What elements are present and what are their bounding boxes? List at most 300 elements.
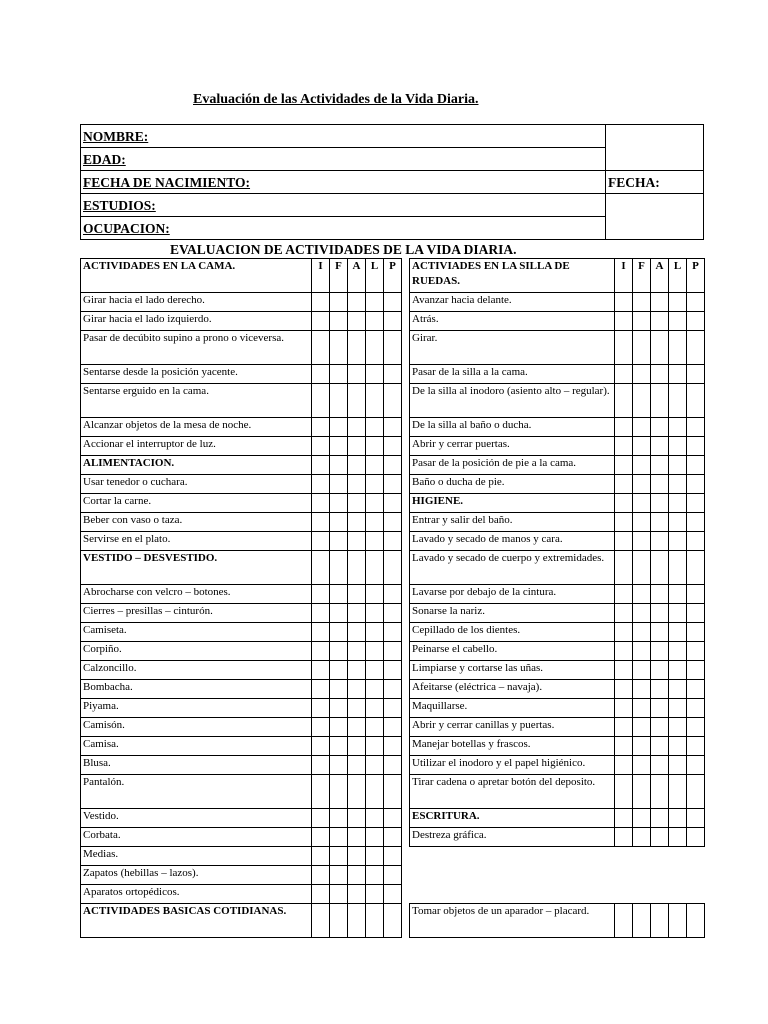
rating-cell[interactable] xyxy=(384,604,402,623)
rating-cell[interactable] xyxy=(633,312,651,331)
rating-cell[interactable] xyxy=(669,904,687,938)
rating-cell[interactable] xyxy=(615,384,633,418)
rating-cell[interactable] xyxy=(330,532,348,551)
rating-cell[interactable] xyxy=(633,904,651,938)
rating-cell[interactable] xyxy=(366,828,384,847)
rating-cell[interactable] xyxy=(384,456,402,475)
rating-cell[interactable] xyxy=(366,365,384,384)
rating-cell[interactable] xyxy=(669,437,687,456)
rating-cell[interactable] xyxy=(669,365,687,384)
rating-cell[interactable] xyxy=(615,585,633,604)
rating-cell[interactable] xyxy=(384,775,402,809)
rating-cell[interactable] xyxy=(651,365,669,384)
rating-cell[interactable] xyxy=(366,623,384,642)
rating-cell[interactable] xyxy=(669,312,687,331)
rating-cell[interactable] xyxy=(669,293,687,312)
activity-label: Cortar la carne. xyxy=(81,494,312,513)
rating-cell[interactable] xyxy=(312,699,330,718)
rating-cell[interactable] xyxy=(615,532,633,551)
rating-cell[interactable] xyxy=(312,551,330,585)
rating-cell[interactable] xyxy=(651,904,669,938)
rating-cell[interactable] xyxy=(633,475,651,494)
rating-cell[interactable] xyxy=(615,513,633,532)
rating-cell[interactable] xyxy=(348,456,366,475)
rating-cell[interactable] xyxy=(669,775,687,809)
rating-cell[interactable] xyxy=(633,494,651,513)
rating-cell[interactable] xyxy=(366,885,384,904)
rating-cell[interactable] xyxy=(348,809,366,828)
rating-cell[interactable] xyxy=(312,331,330,365)
rating-cell[interactable] xyxy=(651,331,669,365)
rating-cell[interactable] xyxy=(687,642,705,661)
rating-cell[interactable] xyxy=(669,513,687,532)
rating-cell[interactable] xyxy=(651,680,669,699)
table-row xyxy=(81,661,402,680)
rating-cell[interactable] xyxy=(330,585,348,604)
rating-cell[interactable] xyxy=(633,437,651,456)
rating-cell[interactable] xyxy=(669,551,687,585)
rating-cell[interactable] xyxy=(366,418,384,437)
rating-cell[interactable] xyxy=(312,885,330,904)
rating-cell[interactable] xyxy=(312,828,330,847)
rating-cell[interactable] xyxy=(651,756,669,775)
rating-cell[interactable] xyxy=(384,661,402,680)
rating-cell[interactable] xyxy=(312,494,330,513)
rating-cell[interactable] xyxy=(348,293,366,312)
rating-cell[interactable] xyxy=(651,456,669,475)
rating-cell[interactable] xyxy=(348,699,366,718)
rating-cell[interactable] xyxy=(687,532,705,551)
rating-cell[interactable] xyxy=(384,809,402,828)
field-nombre[interactable]: NOMBRE: xyxy=(81,125,606,148)
rating-cell[interactable] xyxy=(687,623,705,642)
rating-cell[interactable] xyxy=(366,756,384,775)
rating-cell[interactable] xyxy=(348,737,366,756)
rating-cell[interactable] xyxy=(687,661,705,680)
rating-cell[interactable] xyxy=(651,437,669,456)
rating-cell[interactable] xyxy=(312,756,330,775)
rating-cell[interactable] xyxy=(615,456,633,475)
rating-cell[interactable] xyxy=(330,312,348,331)
rating-cell[interactable] xyxy=(651,418,669,437)
rating-cell[interactable] xyxy=(330,513,348,532)
rating-cell[interactable] xyxy=(633,604,651,623)
rating-cell[interactable] xyxy=(348,494,366,513)
rating-cell[interactable] xyxy=(384,437,402,456)
rating-cell[interactable] xyxy=(615,756,633,775)
rating-cell[interactable] xyxy=(366,661,384,680)
rating-cell xyxy=(687,866,705,885)
rating-cell[interactable] xyxy=(651,623,669,642)
rating-cell[interactable] xyxy=(366,475,384,494)
rating-cell[interactable] xyxy=(384,513,402,532)
rating-cell[interactable] xyxy=(312,680,330,699)
field-ocupacion[interactable]: OCUPACION: xyxy=(81,217,606,240)
rating-cell[interactable] xyxy=(615,699,633,718)
rating-cell[interactable] xyxy=(615,365,633,384)
rating-cell[interactable] xyxy=(615,775,633,809)
rating-cell[interactable] xyxy=(687,718,705,737)
rating-cell[interactable] xyxy=(669,642,687,661)
rating-cell[interactable] xyxy=(669,331,687,365)
rating-cell[interactable] xyxy=(633,737,651,756)
rating-cell[interactable] xyxy=(312,604,330,623)
rating-cell[interactable] xyxy=(330,437,348,456)
rating-cell[interactable] xyxy=(669,680,687,699)
rating-cell[interactable] xyxy=(615,661,633,680)
rating-cell xyxy=(651,847,669,866)
rating-cell[interactable] xyxy=(384,384,402,418)
rating-cell[interactable] xyxy=(687,418,705,437)
rating-cell[interactable] xyxy=(615,737,633,756)
rating-cell[interactable] xyxy=(651,513,669,532)
rating-cell[interactable] xyxy=(384,623,402,642)
field-edad[interactable]: EDAD: xyxy=(81,148,606,171)
rating-cell[interactable] xyxy=(651,809,669,828)
rating-cell[interactable] xyxy=(348,866,366,885)
rating-cell[interactable] xyxy=(330,642,348,661)
rating-cell[interactable] xyxy=(651,775,669,809)
rating-cell[interactable] xyxy=(669,756,687,775)
rating-cell[interactable] xyxy=(330,475,348,494)
rating-cell[interactable] xyxy=(651,828,669,847)
rating-cell[interactable] xyxy=(366,904,384,938)
rating-cell[interactable] xyxy=(330,904,348,938)
table-row xyxy=(410,585,705,604)
rating-cell[interactable] xyxy=(312,475,330,494)
rating-cell[interactable] xyxy=(348,718,366,737)
rating-cell[interactable] xyxy=(651,551,669,585)
rating-cell[interactable] xyxy=(366,585,384,604)
rating-cell[interactable] xyxy=(330,365,348,384)
rating-cell[interactable] xyxy=(651,604,669,623)
rating-cell[interactable] xyxy=(366,331,384,365)
rating-cell[interactable] xyxy=(615,623,633,642)
rating-cell[interactable] xyxy=(687,756,705,775)
rating-cell[interactable] xyxy=(348,847,366,866)
rating-cell[interactable] xyxy=(384,680,402,699)
rating-cell[interactable] xyxy=(633,418,651,437)
rating-cell[interactable] xyxy=(330,494,348,513)
rating-cell[interactable] xyxy=(615,718,633,737)
rating-cell[interactable] xyxy=(669,699,687,718)
field-fecha-nacimiento[interactable]: FECHA DE NACIMIENTO: xyxy=(81,171,606,194)
rating-cell[interactable] xyxy=(669,718,687,737)
rating-cell[interactable] xyxy=(312,623,330,642)
rating-cell[interactable] xyxy=(651,699,669,718)
rating-cell[interactable] xyxy=(384,585,402,604)
rating-cell[interactable] xyxy=(669,532,687,551)
rating-cell[interactable] xyxy=(633,293,651,312)
rating-cell[interactable] xyxy=(348,551,366,585)
rating-cell[interactable] xyxy=(366,437,384,456)
rating-cell[interactable] xyxy=(348,904,366,938)
rating-cell[interactable] xyxy=(330,866,348,885)
rating-cell[interactable] xyxy=(633,532,651,551)
rating-cell[interactable] xyxy=(687,331,705,365)
rating-cell[interactable] xyxy=(615,475,633,494)
rating-cell[interactable] xyxy=(366,293,384,312)
rating-cell[interactable] xyxy=(384,494,402,513)
rating-cell[interactable] xyxy=(312,642,330,661)
rating-cell[interactable] xyxy=(687,680,705,699)
rating-cell[interactable] xyxy=(687,456,705,475)
rating-cell[interactable] xyxy=(348,331,366,365)
rating-cell[interactable] xyxy=(633,642,651,661)
rating-cell[interactable] xyxy=(669,604,687,623)
rating-cell[interactable] xyxy=(651,312,669,331)
rating-cell[interactable] xyxy=(330,661,348,680)
rating-cell[interactable] xyxy=(330,293,348,312)
rating-cell[interactable] xyxy=(312,513,330,532)
rating-cell[interactable] xyxy=(651,642,669,661)
rating-cell[interactable] xyxy=(348,623,366,642)
rating-cell[interactable] xyxy=(633,756,651,775)
rating-cell[interactable] xyxy=(633,365,651,384)
rating-cell[interactable] xyxy=(312,365,330,384)
rating-cell[interactable] xyxy=(687,775,705,809)
rating-cell[interactable] xyxy=(384,642,402,661)
rating-cell[interactable] xyxy=(312,384,330,418)
rating-cell[interactable] xyxy=(384,828,402,847)
field-fecha[interactable]: FECHA: xyxy=(606,171,704,194)
rating-cell[interactable] xyxy=(348,365,366,384)
rating-cell[interactable] xyxy=(348,532,366,551)
rating-cell[interactable] xyxy=(669,828,687,847)
field-estudios[interactable]: ESTUDIOS: xyxy=(81,194,606,217)
rating-cell[interactable] xyxy=(312,585,330,604)
rating-cell[interactable] xyxy=(312,775,330,809)
rating-cell[interactable] xyxy=(330,384,348,418)
rating-cell[interactable] xyxy=(615,809,633,828)
table-row xyxy=(81,866,402,885)
rating-cell[interactable] xyxy=(669,384,687,418)
rating-cell[interactable] xyxy=(651,494,669,513)
rating-cell[interactable] xyxy=(312,737,330,756)
rating-cell[interactable] xyxy=(384,866,402,885)
rating-cell[interactable] xyxy=(348,885,366,904)
rating-cell[interactable] xyxy=(669,623,687,642)
rating-cell[interactable] xyxy=(615,904,633,938)
rating-cell[interactable] xyxy=(330,756,348,775)
rating-cell[interactable] xyxy=(669,456,687,475)
rating-cell[interactable] xyxy=(384,418,402,437)
rating-cell[interactable] xyxy=(687,604,705,623)
rating-cell[interactable] xyxy=(687,828,705,847)
rating-cell[interactable] xyxy=(633,699,651,718)
rating-cell[interactable] xyxy=(615,604,633,623)
rating-cell[interactable] xyxy=(384,756,402,775)
rating-cell[interactable] xyxy=(312,661,330,680)
rating-cell[interactable] xyxy=(687,513,705,532)
rating-cell[interactable] xyxy=(312,456,330,475)
rating-cell[interactable] xyxy=(348,775,366,809)
rating-cell[interactable] xyxy=(615,828,633,847)
rating-cell[interactable] xyxy=(633,513,651,532)
rating-cell[interactable] xyxy=(366,809,384,828)
rating-cell[interactable] xyxy=(366,384,384,418)
rating-cell[interactable] xyxy=(651,718,669,737)
rating-cell[interactable] xyxy=(348,312,366,331)
rating-cell[interactable] xyxy=(312,437,330,456)
rating-cell[interactable] xyxy=(687,312,705,331)
rating-cell[interactable] xyxy=(687,699,705,718)
rating-cell[interactable] xyxy=(330,418,348,437)
rating-cell[interactable] xyxy=(366,718,384,737)
rating-cell[interactable] xyxy=(366,604,384,623)
rating-cell[interactable] xyxy=(330,847,348,866)
rating-cell[interactable] xyxy=(687,904,705,938)
rating-cell[interactable] xyxy=(366,847,384,866)
rating-cell[interactable] xyxy=(669,585,687,604)
rating-cell[interactable] xyxy=(348,661,366,680)
rating-cell[interactable] xyxy=(687,475,705,494)
rating-cell[interactable] xyxy=(366,680,384,699)
rating-cell[interactable] xyxy=(615,312,633,331)
rating-cell[interactable] xyxy=(687,494,705,513)
rating-cell[interactable] xyxy=(615,418,633,437)
rating-cell[interactable] xyxy=(366,551,384,585)
rating-cell[interactable] xyxy=(312,418,330,437)
rating-cell[interactable] xyxy=(384,847,402,866)
rating-cell[interactable] xyxy=(312,847,330,866)
rating-cell[interactable] xyxy=(669,494,687,513)
rating-cell[interactable] xyxy=(384,737,402,756)
rating-cell[interactable] xyxy=(312,809,330,828)
rating-cell[interactable] xyxy=(633,680,651,699)
rating-cell[interactable] xyxy=(633,551,651,585)
rating-cell[interactable] xyxy=(330,456,348,475)
rating-cell[interactable] xyxy=(366,312,384,331)
rating-cell[interactable] xyxy=(669,809,687,828)
rating-cell[interactable] xyxy=(312,293,330,312)
rating-cell[interactable] xyxy=(384,293,402,312)
rating-cell[interactable] xyxy=(348,513,366,532)
rating-cell[interactable] xyxy=(687,293,705,312)
rating-cell[interactable] xyxy=(687,585,705,604)
rating-cell[interactable] xyxy=(330,680,348,699)
rating-cell[interactable] xyxy=(615,642,633,661)
rating-cell[interactable] xyxy=(633,384,651,418)
rating-cell[interactable] xyxy=(348,680,366,699)
rating-cell[interactable] xyxy=(615,551,633,585)
rating-cell[interactable] xyxy=(384,331,402,365)
rating-cell[interactable] xyxy=(384,312,402,331)
rating-cell[interactable] xyxy=(366,775,384,809)
rating-cell[interactable] xyxy=(384,699,402,718)
rating-cell[interactable] xyxy=(330,699,348,718)
rating-cell[interactable] xyxy=(366,699,384,718)
rating-cell[interactable] xyxy=(366,642,384,661)
rating-cell[interactable] xyxy=(330,775,348,809)
rating-cell[interactable] xyxy=(633,585,651,604)
rating-cell[interactable] xyxy=(366,866,384,885)
table-row xyxy=(81,904,402,938)
rating-cell[interactable] xyxy=(366,513,384,532)
activity-label: Calzoncillo. xyxy=(81,661,312,680)
rating-cell[interactable] xyxy=(330,623,348,642)
rating-cell[interactable] xyxy=(669,737,687,756)
rating-cell[interactable] xyxy=(651,737,669,756)
rating-cell[interactable] xyxy=(348,475,366,494)
rating-cell[interactable] xyxy=(330,604,348,623)
rating-cell[interactable] xyxy=(366,456,384,475)
rating-cell[interactable] xyxy=(384,551,402,585)
rating-cell[interactable] xyxy=(633,809,651,828)
rating-cell[interactable] xyxy=(687,809,705,828)
rating-cell[interactable] xyxy=(384,904,402,938)
rating-cell[interactable] xyxy=(615,331,633,365)
rating-cell[interactable] xyxy=(312,718,330,737)
rating-cell[interactable] xyxy=(651,384,669,418)
rating-cell[interactable] xyxy=(312,532,330,551)
rating-cell[interactable] xyxy=(384,718,402,737)
rating-cell[interactable] xyxy=(651,293,669,312)
rating-cell[interactable] xyxy=(633,718,651,737)
rating-cell[interactable] xyxy=(312,312,330,331)
rating-cell[interactable] xyxy=(330,809,348,828)
rating-cell[interactable] xyxy=(348,604,366,623)
rating-cell[interactable] xyxy=(687,437,705,456)
rating-cell[interactable] xyxy=(366,494,384,513)
rating-cell[interactable] xyxy=(633,661,651,680)
rating-cell[interactable] xyxy=(669,418,687,437)
rating-cell[interactable] xyxy=(384,885,402,904)
rating-cell[interactable] xyxy=(651,532,669,551)
rating-cell[interactable] xyxy=(330,551,348,585)
rating-cell[interactable] xyxy=(615,494,633,513)
rating-cell[interactable] xyxy=(384,532,402,551)
rating-cell[interactable] xyxy=(330,885,348,904)
rating-cell[interactable] xyxy=(687,551,705,585)
rating-cell[interactable] xyxy=(615,293,633,312)
rating-cell[interactable] xyxy=(633,623,651,642)
rating-cell[interactable] xyxy=(615,680,633,699)
rating-cell[interactable] xyxy=(348,642,366,661)
rating-cell[interactable] xyxy=(312,904,330,938)
rating-cell[interactable] xyxy=(669,475,687,494)
rating-cell[interactable] xyxy=(669,661,687,680)
rating-cell[interactable] xyxy=(651,661,669,680)
rating-cell[interactable] xyxy=(633,775,651,809)
rating-cell[interactable] xyxy=(366,737,384,756)
rating-cell[interactable] xyxy=(615,437,633,456)
rating-cell[interactable] xyxy=(312,866,330,885)
rating-cell[interactable] xyxy=(348,828,366,847)
rating-cell[interactable] xyxy=(633,828,651,847)
rating-cell[interactable] xyxy=(687,737,705,756)
rating-cell[interactable] xyxy=(348,585,366,604)
rating-cell[interactable] xyxy=(348,756,366,775)
rating-cell[interactable] xyxy=(384,475,402,494)
rating-cell[interactable] xyxy=(651,585,669,604)
rating-cell[interactable] xyxy=(330,737,348,756)
rating-cell[interactable] xyxy=(348,384,366,418)
rating-cell[interactable] xyxy=(651,475,669,494)
rating-cell[interactable] xyxy=(330,331,348,365)
rating-cell[interactable] xyxy=(633,331,651,365)
rating-cell[interactable] xyxy=(330,718,348,737)
rating-cell[interactable] xyxy=(348,437,366,456)
rating-cell[interactable] xyxy=(348,418,366,437)
table-row xyxy=(410,756,705,775)
rating-cell[interactable] xyxy=(687,384,705,418)
rating-cell[interactable] xyxy=(366,532,384,551)
rating-cell[interactable] xyxy=(330,828,348,847)
rating-cell[interactable] xyxy=(687,365,705,384)
rating-cell[interactable] xyxy=(633,456,651,475)
rating-cell[interactable] xyxy=(384,365,402,384)
